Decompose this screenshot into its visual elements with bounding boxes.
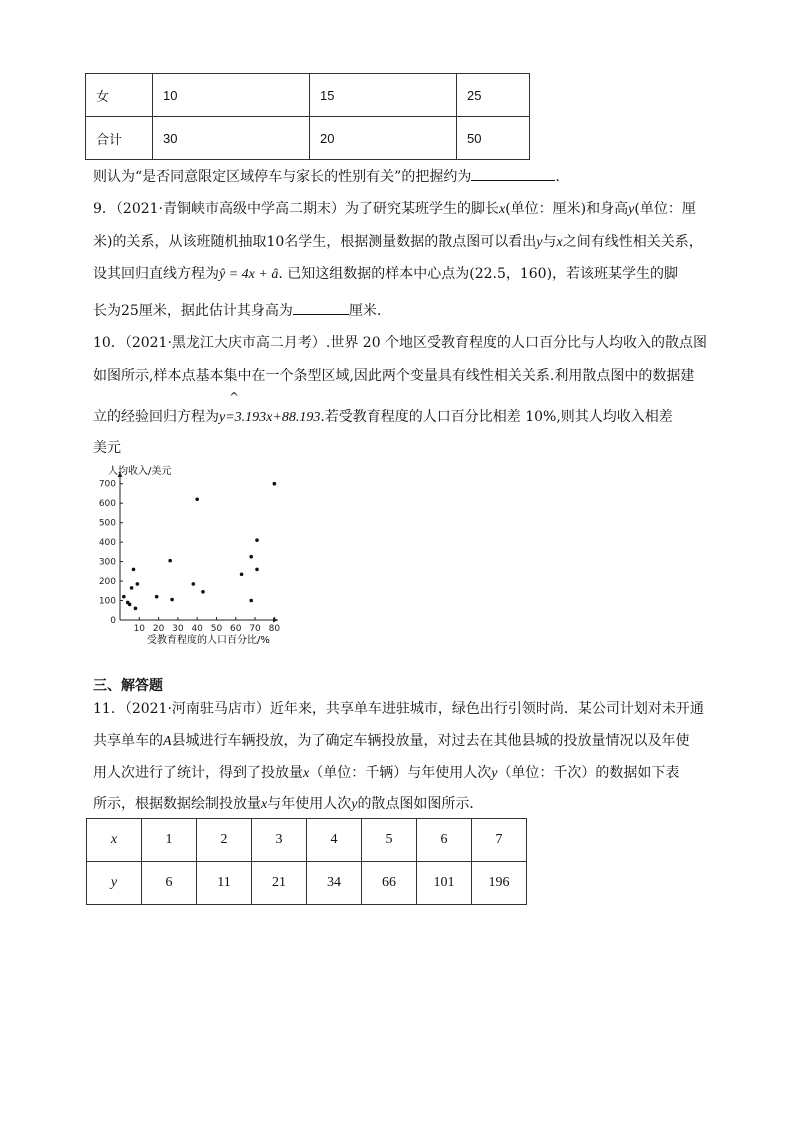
data-point xyxy=(170,598,174,602)
var-y: y xyxy=(491,766,498,781)
x-axis-arrow xyxy=(273,618,278,623)
y-tick-label: 600 xyxy=(98,499,116,510)
y-tick-label: 0 xyxy=(110,616,116,626)
x-tick-label: 40 xyxy=(191,624,203,634)
q9-line-3 xyxy=(93,264,678,285)
y-tick-label: 300 xyxy=(98,557,116,568)
regression-equation: ŷ = 4x + â xyxy=(219,267,279,282)
table-cell: 6 xyxy=(142,862,197,905)
y-tick-label: 500 xyxy=(98,518,116,529)
q9-text: 设其回归直线方程为 xyxy=(93,266,219,282)
data-point xyxy=(249,599,253,603)
q11-text: 县城进行车辆投放，为了确定车辆投放量，对过去在其他县城的投放量情况以及年使 xyxy=(171,733,690,749)
table-row xyxy=(86,74,530,117)
q10-line-3 xyxy=(93,407,673,428)
q11-text: 共享单车的 xyxy=(93,733,163,749)
answer-blank xyxy=(293,300,349,315)
y-tick-label: 400 xyxy=(98,538,116,549)
q11-line-2 xyxy=(93,731,690,752)
q9-text: 厘米. xyxy=(348,303,382,319)
table-cell: 3 xyxy=(252,819,307,862)
y-tick-label: 100 xyxy=(98,596,116,607)
q11-text: 与年使用人次 xyxy=(267,796,352,812)
table-cell: 1 xyxy=(142,819,197,862)
q9-text: 之间有线性相关关系， xyxy=(562,234,703,250)
q11-data-table xyxy=(86,818,527,905)
q10-line-1: 10．（2021·黑龙江大庆市高二月考）.世界 20 个地区受教育程度的人口百分比与人均收入的散点图 xyxy=(93,335,708,351)
q11-text: （单位：千次）的数据如下表 xyxy=(497,765,680,781)
q10-text: .若受教育程度的人口百分比相差 10%,则其人均收入相差 xyxy=(320,409,673,425)
table-cell: 66 xyxy=(362,862,417,905)
table-cell: 7 xyxy=(472,819,527,862)
q8-tail-line xyxy=(93,166,560,187)
table-cell: 2 xyxy=(197,819,252,862)
q11-line-4 xyxy=(93,794,483,815)
q9-text: 与 xyxy=(542,234,557,250)
data-point xyxy=(128,603,132,607)
q9-text: . 已知这组数据的样本中心点为(22.5，160)，若该班某学生的脚 xyxy=(278,266,679,282)
var-y: y xyxy=(628,202,635,217)
table-row xyxy=(86,117,530,160)
y-tick-label: 200 xyxy=(98,577,116,588)
table-cell: 4 xyxy=(307,819,362,862)
y-axis-ticks xyxy=(99,480,123,626)
x-tick-label: 10 xyxy=(133,624,146,634)
data-point xyxy=(255,568,259,572)
q11-text: 所示，根据数据绘制投放量 xyxy=(93,796,261,812)
data-point xyxy=(273,482,277,486)
table-cell: 25 xyxy=(457,74,530,117)
scatter-chart xyxy=(80,458,300,650)
table-cell: 10 xyxy=(153,74,310,117)
table-cell: 34 xyxy=(307,862,362,905)
q8-text: 则认为“是否同意限定区域停车与家长的性别有关”的把握约为 xyxy=(93,169,472,185)
x-tick-label: 80 xyxy=(268,624,281,634)
hat-symbol: ^ xyxy=(229,390,240,404)
var-A: A xyxy=(163,734,172,749)
q10-text: 立的经验回归方程为 xyxy=(93,409,219,425)
table-cell: 30 xyxy=(153,117,310,160)
q9-line-2 xyxy=(93,232,703,253)
q9-text: (单位：厘 xyxy=(634,201,696,217)
q10-line-4: 美元 xyxy=(93,440,121,456)
row-label: 女 xyxy=(86,74,153,117)
table-cell: 50 xyxy=(457,117,530,160)
q9-line-4 xyxy=(93,300,381,321)
var-x: x xyxy=(499,202,506,217)
row-label: 合计 xyxy=(86,117,153,160)
chart-axes xyxy=(118,472,279,623)
answer-blank xyxy=(471,166,555,181)
x-axis-label: 受教育程度的人口百分比/% xyxy=(147,635,270,646)
y-axis-label: 人均收入/美元 xyxy=(108,466,172,477)
var-x: x xyxy=(303,766,310,781)
data-point xyxy=(192,582,196,586)
regression-equation: y=3.193x+88.193 xyxy=(219,410,321,425)
q11-line-3 xyxy=(93,763,679,784)
table-cell: 101 xyxy=(417,862,472,905)
q9-line-1 xyxy=(93,199,696,220)
data-point xyxy=(134,607,138,611)
table-cell: 5 xyxy=(362,819,417,862)
data-point xyxy=(240,572,244,576)
table-cell: 21 xyxy=(252,862,307,905)
row-label: y xyxy=(87,862,142,905)
data-point xyxy=(168,559,172,563)
table-cell: 11 xyxy=(197,862,252,905)
q9-text: 9．（2021·青铜峡市高级中学高二期末）为了研究某班学生的脚长 xyxy=(93,201,499,217)
var-x: x xyxy=(261,797,268,812)
var-y: y xyxy=(536,235,543,250)
x-tick-label: 60 xyxy=(230,624,242,634)
table-cell: 196 xyxy=(472,862,527,905)
table-cell: 6 xyxy=(417,819,472,862)
table-row xyxy=(87,819,527,862)
q9-text: 长为25厘米，据此估计其身高为 xyxy=(93,303,293,319)
gender-table xyxy=(85,73,530,160)
x-tick-label: 50 xyxy=(210,624,223,634)
q9-text: (单位：厘米)和身高 xyxy=(505,201,629,217)
q11-text: 用人次进行了统计，得到了投放量 xyxy=(93,765,303,781)
q10-line-2: 如图所示,样本点基本集中在一个条型区域,因此两个变量具有线性相关关系.利用散点图中的数据建 xyxy=(93,368,695,384)
var-y: y xyxy=(351,797,358,812)
x-tick-label: 20 xyxy=(152,624,165,634)
x-tick-label: 70 xyxy=(249,624,261,634)
section-heading: 三、解答题 xyxy=(93,678,163,694)
table-row xyxy=(87,862,527,905)
data-point xyxy=(122,595,126,599)
q8-end: . xyxy=(555,169,560,185)
q11-text: （单位：千辆）与年使用人次 xyxy=(309,765,492,781)
q11-line-1: 11．（2021·河南驻马店市）近年来，共享单车进驻城市，绿色出行引领时尚．某公司计划对未开通 xyxy=(93,701,704,717)
q11-text: 的散点图如图所示． xyxy=(357,796,484,812)
data-point xyxy=(155,595,159,599)
data-point xyxy=(195,498,199,502)
data-point xyxy=(136,582,140,586)
table-cell: 20 xyxy=(310,117,457,160)
data-points xyxy=(122,482,276,610)
data-point xyxy=(132,568,136,572)
data-point xyxy=(249,555,253,559)
row-label: x xyxy=(87,819,142,862)
table-cell: 15 xyxy=(310,74,457,117)
data-point xyxy=(201,590,205,594)
var-x: x xyxy=(556,235,563,250)
y-tick-label: 700 xyxy=(98,479,116,490)
q9-text: 米)的关系，从该班随机抽取10名学生，根据测量数据的散点图可以看出 xyxy=(93,234,537,250)
data-point xyxy=(130,586,134,590)
x-tick-label: 30 xyxy=(172,624,184,634)
data-point xyxy=(255,538,259,542)
